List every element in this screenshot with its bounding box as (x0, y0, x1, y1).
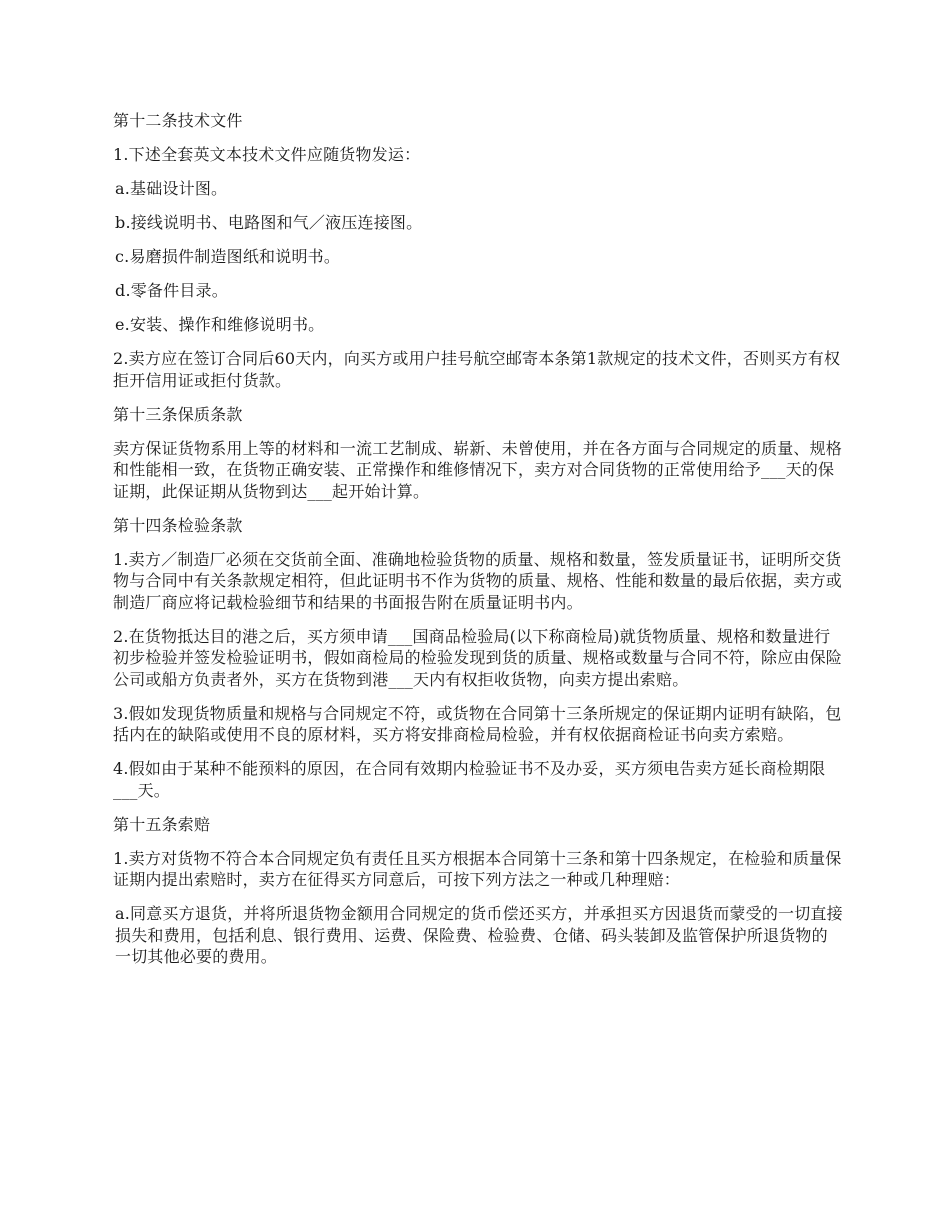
paragraph-14-2: 2.在货物抵达目的港之后，买方须申请___国商品检验局(以下称商检局)就货物质量、规格和数量进行初步检验并签发检验证明书，假如商检局的检验发现到货的质量、规格或数量与合同不符，除应由保险公司或船方负责者外，买方在货物到港___天内有权拒收货物，向卖方提出索赔。 (113, 626, 843, 689)
list-item-12-c: c.易磨损件制造图纸和说明书。 (115, 247, 341, 266)
paragraph-15-1: 1.卖方对货物不符合本合同规定负有责任且买方根据本合同第十三条和第十四条规定，在检验和质量保证期内提出索赔时，卖方在征得买方同意后，可按下列方法之一种或几种理赔： (113, 848, 842, 889)
document-body (113, 110, 843, 980)
paragraph-12-1: 1.下述全套英文本技术文件应随货物发运： (113, 145, 421, 164)
list-item-12-d: d.零备件目录。 (115, 281, 228, 300)
section-heading-14: 第十四条检验条款 (113, 515, 243, 535)
list-item-12-a: a.基础设计图。 (115, 179, 228, 198)
list-item-15-a: a.同意买方退货，并将所退货物金额用合同规定的货币偿还买方，并承担买方因退货而蒙受的一切直接损失和费用，包括利息、银行费用、运费、保险费、检验费、仓储、码头装卸及监管保护所退货物的一切其他必要的费用。 (115, 904, 843, 966)
section-heading-12: 第十二条技术文件 (113, 111, 243, 130)
list-item-12-e: e.安装、操作和维修说明书。 (115, 315, 325, 334)
section-heading-13: 第十三条保质条款 (113, 404, 243, 424)
paragraph-12-2: 2.卖方应在签订合同后60天内，向买方或用户挂号航空邮寄本条第1款规定的技术文件，否则买方有权拒开信用证或拒付货款。 (113, 349, 841, 390)
list-item-12-b: b.接线说明书、电路图和气／液压连接图。 (115, 213, 423, 232)
paragraph-13-body: 卖方保证货物系用上等的材料和一流工艺制成、崭新、未曾使用，并在各方面与合同规定的质量、规格和性能相一致，在货物正确安装、正常操作和维修情况下，卖方对合同货物的正常使用给予___天的保证期，此保证期从货物到达___起开始计算。 (113, 438, 843, 501)
paragraph-14-1: 1.卖方／制造厂必须在交货前全面、准确地检验货物的质量、规格和数量，签发质量证书，证明所交货物与合同中有关条款规定相符，但此证明书不作为货物的质量、规格、性能和数量的最后依据，卖方或制造厂商应将记载检验细节和结果的书面报告附在质量证明书内。 (113, 549, 843, 612)
paragraph-14-4: 4.假如由于某种不能预料的原因，在合同有效期内检验证书不及办妥，买方须电告卖方延长商检期限___天。 (113, 759, 826, 800)
section-heading-15: 第十五条索赔 (113, 814, 211, 834)
paragraph-14-3: 3.假如发现货物质量和规格与合同规定不符，或货物在合同第十三条所规定的保证期内证明有缺陷，包括内在的缺陷或使用不良的原材料，买方将安排商检局检验，并有权依据商检证书向卖方索赔。 (113, 703, 842, 744)
